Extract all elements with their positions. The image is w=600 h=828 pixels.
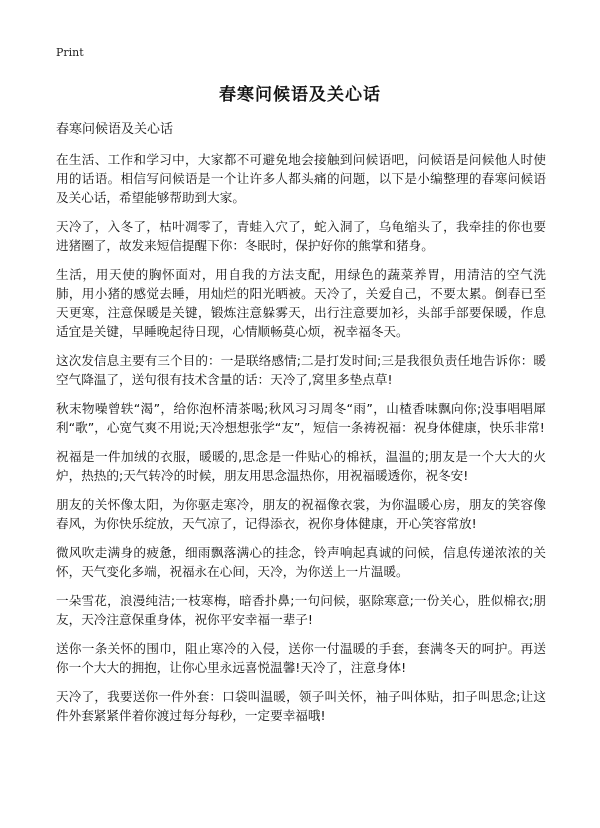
print-link[interactable]: Print <box>56 46 84 59</box>
paragraph: 这次发信息主要有三个目的：一是联络感情;二是打发时间;三是我很负责任地告诉你：暖空气降温了，送句很有技术含量的话：天冷了,窝里多垫点草! <box>56 353 546 387</box>
paragraph: 朋友的关怀像太阳，为你驱走寒冷，朋友的祝福像衣裳，为你温暖心房，朋友的笑容像春风，为你快乐绽放，天气凉了，记得添衣，祝你身体健康，开心笑容常放! <box>56 497 546 531</box>
paragraph: 一朵雪花，浪漫纯洁;一枝寒梅，暗香扑鼻;一句问候，驱除寒意;一份关心，胜似棉衣;朋友，天冷注意保重身体，祝你平安幸福一辈子! <box>56 593 546 627</box>
article-subtitle: 春寒问候语及关心话 <box>56 122 174 137</box>
page-title: 春寒问候语及关心话 <box>219 85 381 105</box>
paragraph: 微风吹走满身的疲惫，细雨飘落满心的挂念，铃声响起真诚的问候，信息传递浓浓的关怀，天气变化多端，祝福永在心间，天冷，为你送上一片温暖。 <box>56 545 546 579</box>
article-body <box>56 120 546 735</box>
paragraph: 天冷了，入冬了，枯叶凋零了，青蛙入穴了，蛇入洞了，乌龟缩头了，我牵挂的你也要进猪圈了，故发来短信提醒下你：冬眠时，保护好你的熊掌和猪身。 <box>56 219 546 253</box>
paragraph: 天冷了，我要送你一件外套：口袋叫温暖，领子叫关怀，袖子叫体贴，扣子叫思念;让这件外套紧紧伴着你渡过每分每秒，一定要幸福哦! <box>56 689 546 723</box>
paragraph: 生活，用天使的胸怀面对，用自我的方法支配，用绿色的蔬菜养胃，用清洁的空气洗肺，用小猪的感觉去睡，用灿烂的阳光晒被。天冷了，关爱自己，不要太累。倒春已至天更寒，注意保暖是关键，锻炼注意躲雾天，出行注意要加衫，头部手部要保暖，作息适宜是关键，早睡晚起待日现，心情顺畅莫心烦，祝幸福冬天。 <box>56 267 546 339</box>
paragraph: 祝福是一件加绒的衣服，暖暖的,思念是一件贴心的棉袄，温温的;朋友是一个大大的火炉，热热的;天气转冷的时候，朋友用思念温热你，用祝福暖透你，祝冬安! <box>56 449 546 483</box>
paragraph: 在生活、工作和学习中，大家都不可避免地会接触到问候语吧，问候语是问候他人时使用的话语。相信写问候语是一个让许多人都头痛的问题，以下是小编整理的春寒问候语及关心话，希望能够帮助到大家。 <box>56 152 546 205</box>
paragraph: 秋末物噪曾轶“渴”，给你泡杯清茶喝;秋风习习周冬“雨”，山楂香味飘向你;没事唱唱犀利“歌”，心宽气爽不用说;天冷想想张学“友”，短信一条祷祝福：祝身体健康，快乐非常! <box>56 401 546 435</box>
paragraph: 送你一条关怀的围巾，阻止寒冷的入侵，送你一付温暖的手套，套满冬天的呵护。再送你一个大大的拥抱，让你心里永远喜悦温馨!天冷了，注意身体! <box>56 641 546 675</box>
